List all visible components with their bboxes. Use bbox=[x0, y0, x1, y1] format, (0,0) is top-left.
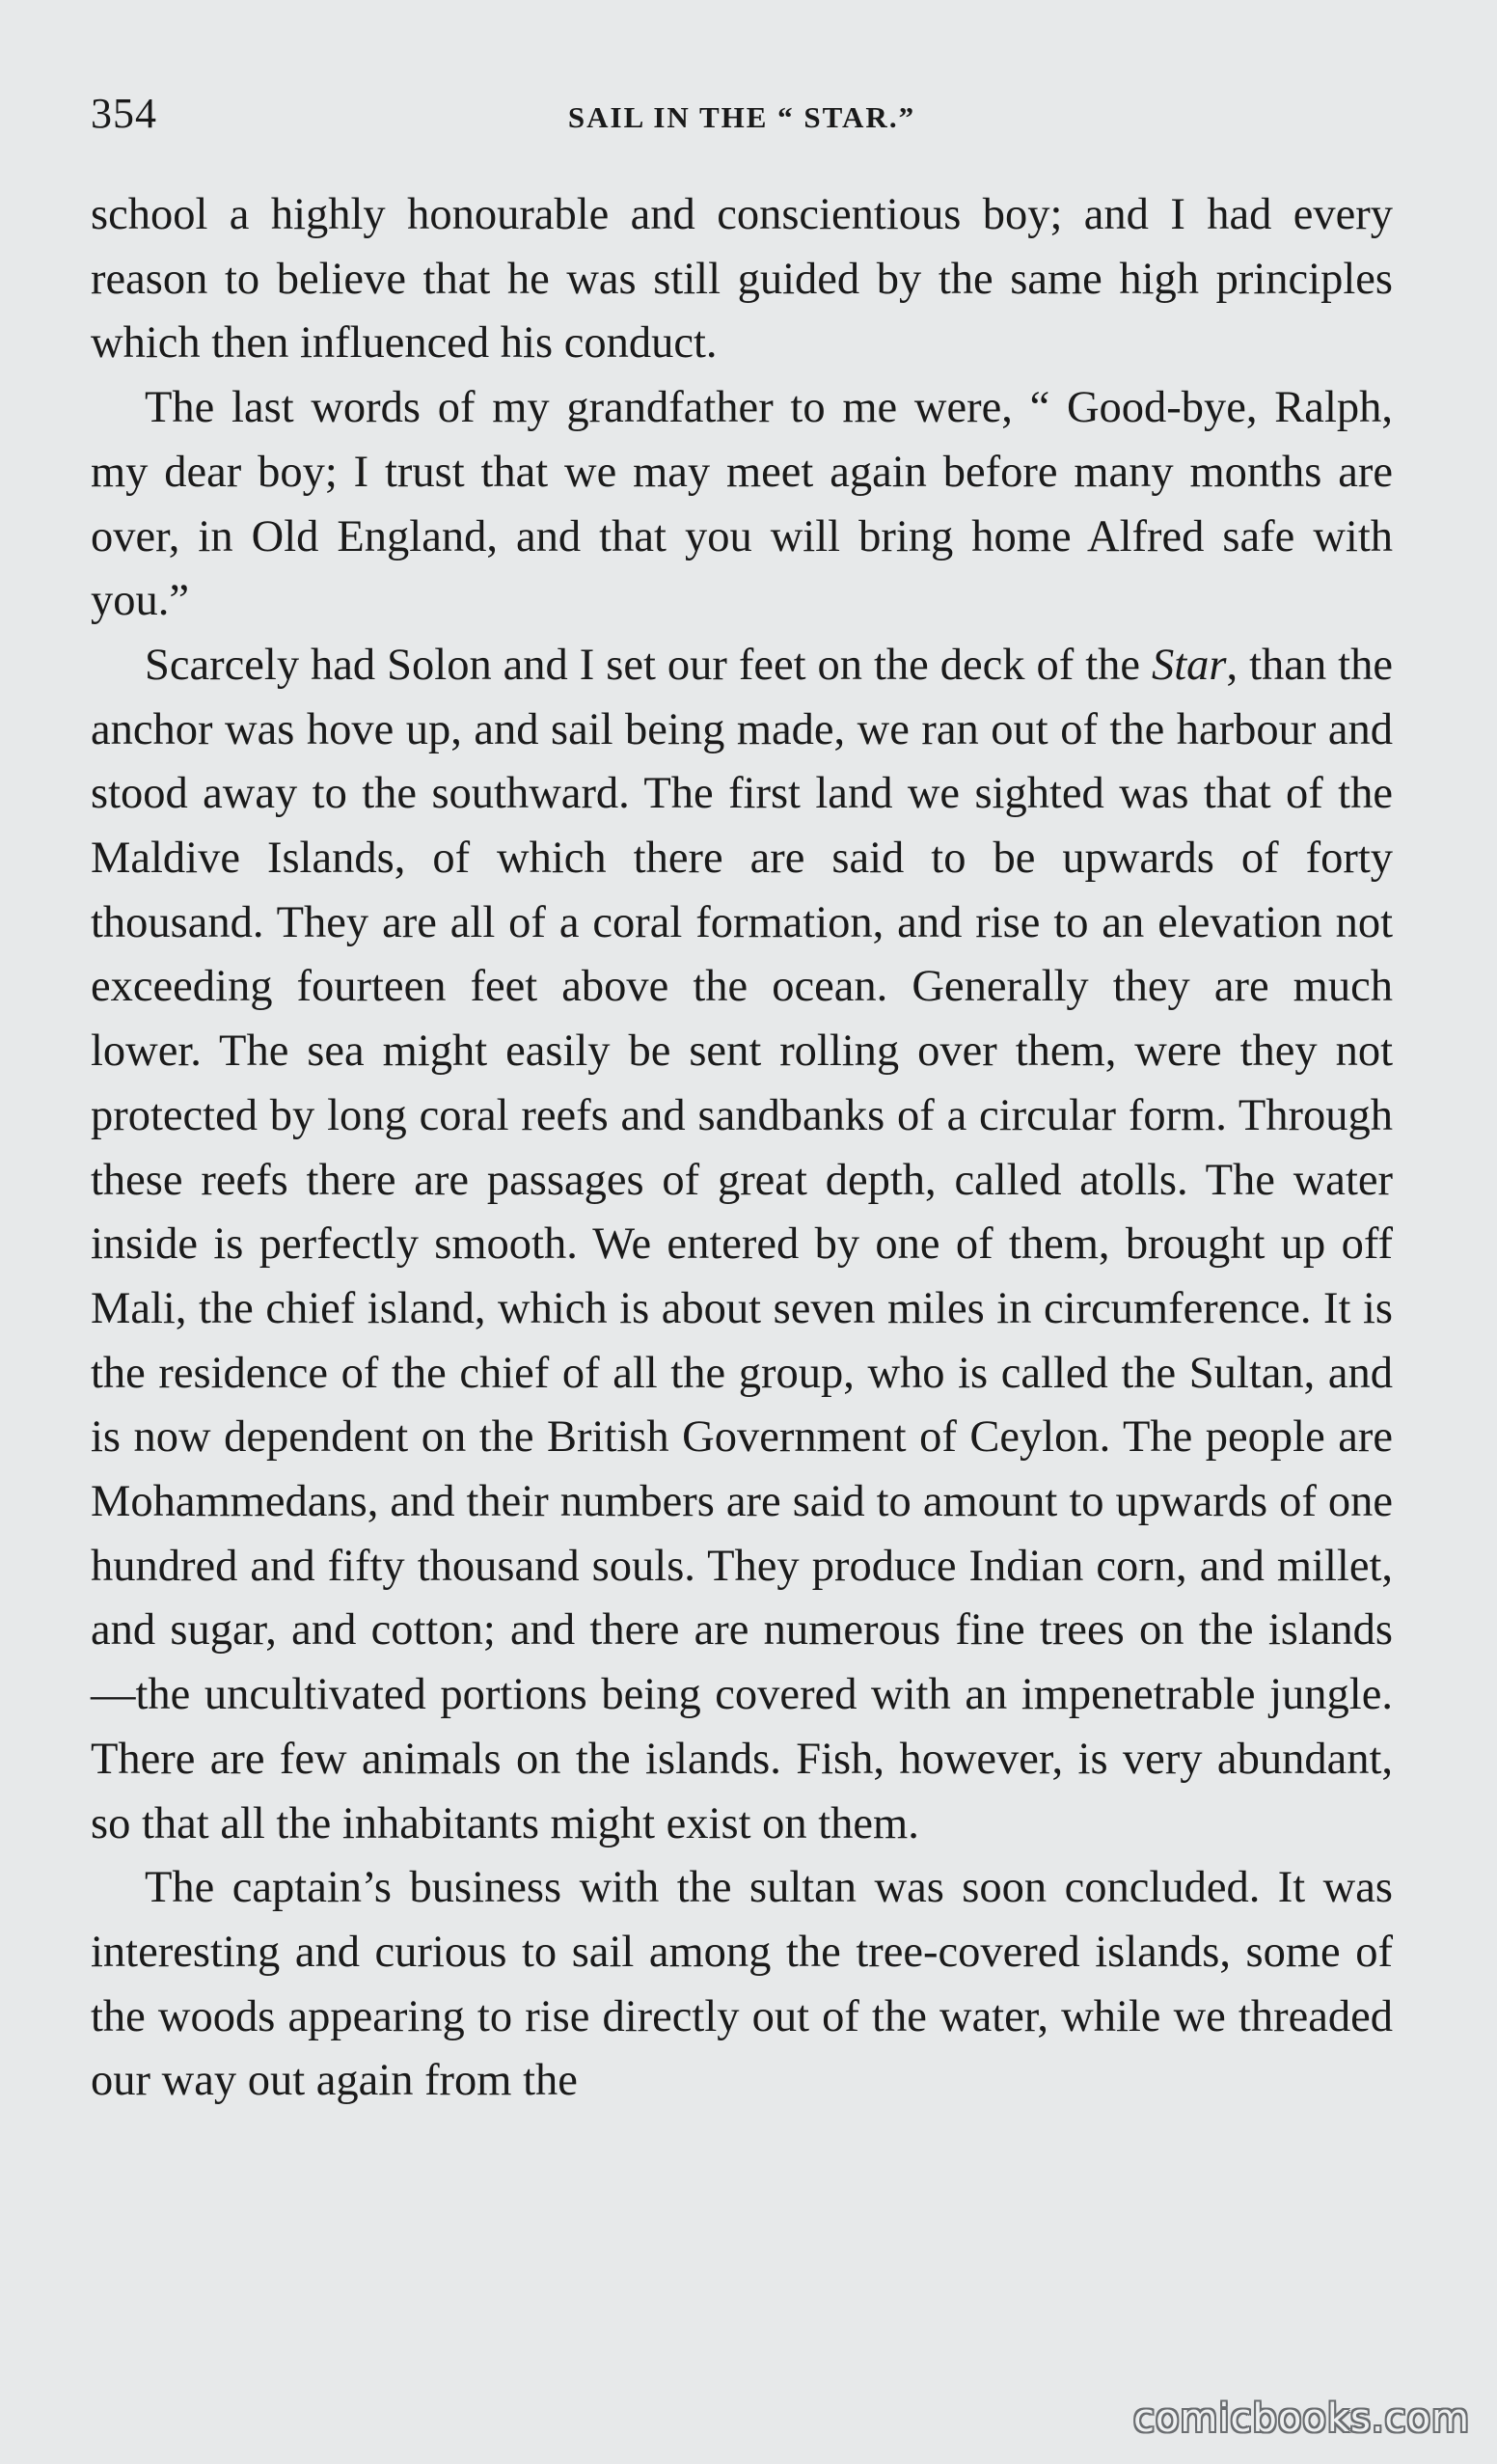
paragraph bbox=[91, 376, 1393, 634]
paragraph-text: Scarcely had Solon and I set our feet on the deck of the bbox=[145, 640, 1153, 690]
italic-text: Star bbox=[1152, 640, 1227, 690]
watermark: comicbooks.com bbox=[1132, 2396, 1470, 2441]
paragraph bbox=[91, 183, 1393, 376]
paragraph-text: The captain’s business with the sultan was soon concluded. It was interesting and curious to sail among the tree-covered islands, some of the woods appearing to rise directly out of the water, while we threaded our way out again from the bbox=[91, 1863, 1393, 2106]
paragraph-text: , than the anchor was hove up, and sail being made, we ran out of the harbour and stood away to the southward. The first land we sighted was that of the Maldive Islands, of which there are said to be upwards of forty thousand. They are all of a coral formation, and rise to an elevation not exceeding fourteen feet above the ocean. Generally they are much lower. The sea might easily be sent rolling over them, were they not protected by long coral reefs and sandbanks of a circular form. Through these reefs there are passages of great depth, called atolls. The water inside is perfectly smooth. We entered by one of them, brought up off Mali, the chief island, which is about seven miles in circumference. It is the residence of the chief of all the group, who is called the Sultan, and is now dependent on the British Government of Ceylon. The people are Mohammedans, and their numbers are said to amount to upwards of one hundred and fifty thousand souls. They produce Indian corn, and millet, and sugar, and cotton; and there are numerous fine trees on the islands—the uncultivated portions being covered with an impenetrable jungle. There are few animals on the islands. Fish, however, is very abundant, so that all the inhabitants might exist on them. bbox=[91, 640, 1393, 1848]
page-number: 354 bbox=[91, 90, 157, 137]
running-head: SAIL IN THE “ STAR.” bbox=[567, 100, 916, 134]
paragraph bbox=[91, 634, 1393, 1856]
page-header bbox=[91, 89, 1393, 147]
paragraph bbox=[91, 1856, 1393, 2114]
body-text bbox=[91, 183, 1393, 2114]
paragraph-text: The last words of my grandfather to me were, “ Good-bye, Ralph, my dear boy; I trust that we may meet again before many months are over, in Old England, and that you will bring home Alfred safe with you.” bbox=[91, 383, 1393, 626]
paragraph-text: school a highly honourable and conscientious boy; and I had every reason to believe that he was still guided by the same high principles which then influenced his conduct. bbox=[91, 190, 1393, 369]
